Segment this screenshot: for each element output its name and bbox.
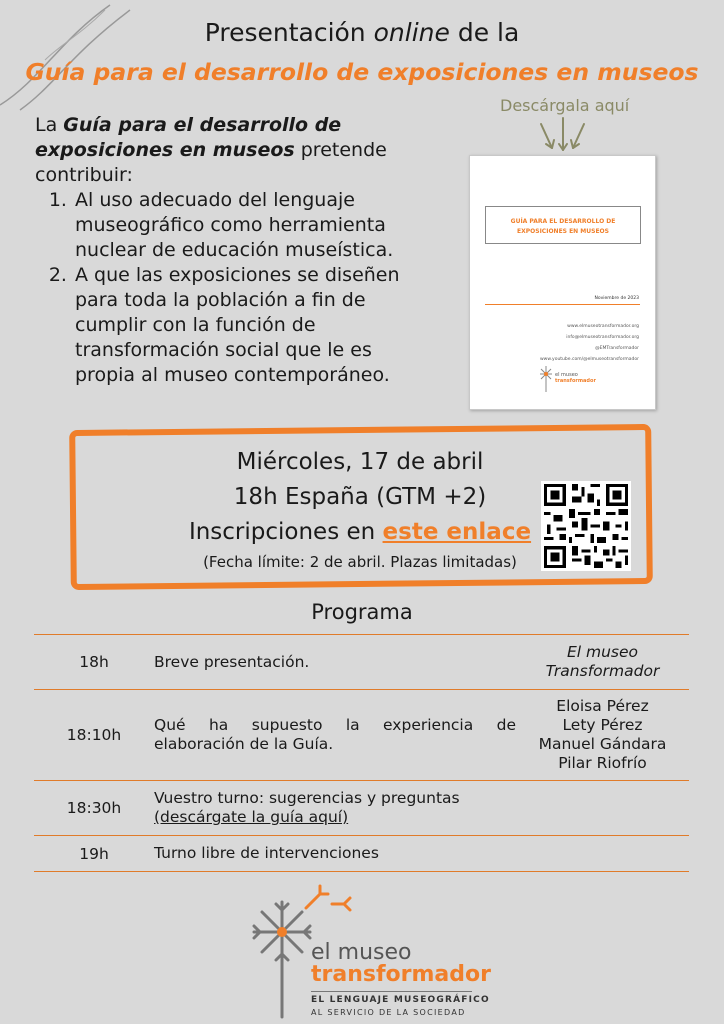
table-row: [34, 780, 689, 835]
event-date: Miércoles, 17 de abril: [236, 449, 484, 475]
goal-item: 1. Al uso adecuado del lenguaje museográfico como herramienta nuclear de educación museística.: [73, 188, 435, 263]
row-time: 19h: [79, 844, 109, 863]
row-description: Turno libre de intervenciones: [154, 844, 379, 862]
page-title: Presentación online de la: [204, 18, 520, 47]
event-deadline-note: (Fecha límite: 2 de abril. Plazas limitadas): [203, 553, 517, 571]
down-arrows-icon: [538, 116, 588, 156]
document-title-box: GUÍA PARA EL DESARROLLO DE EXPOSICIONES EN MUSEOS: [485, 206, 641, 244]
guide-document-thumbnail[interactable]: [469, 155, 656, 410]
event-registration: Inscripciones en este enlace: [188, 519, 532, 545]
document-logo-icon: [538, 364, 596, 394]
download-guide-link[interactable]: (descárgate la guía aquí): [154, 808, 349, 826]
table-row: [34, 634, 689, 689]
svg-text:transformador: transformador: [555, 378, 596, 384]
download-hint: Descárgala aquí: [500, 96, 630, 115]
program-title: Programa: [311, 600, 413, 624]
row-description: Vuestro turno: sugerencias y preguntas (descárgate la guía aquí): [154, 789, 460, 826]
logo-tagline-1: EL LENGUAJE MUSEOGRÁFICO: [311, 995, 490, 1005]
intro-guide-name: Guía para el desarrollo de exposiciones en museos: [35, 114, 342, 161]
row-speaker: Eloisa Pérez Lety Pérez Manuel Gándara Pilar Riofrío: [538, 697, 667, 772]
event-time: 18h España (GTM +2): [233, 484, 487, 510]
logo-tagline-2: AL SERVICIO DE LA SOCIEDAD: [311, 1008, 466, 1017]
table-row: [34, 835, 689, 872]
row-description: Qué ha supuesto la experiencia de elaboración de la Guía.: [154, 716, 516, 753]
logo-divider: [311, 991, 472, 992]
program-table: [34, 634, 689, 872]
goal-item: 2. A que las exposiciones se diseñen para toda la población a fin de cumplir con la función de transformación social que le es propia al museo contemporáneo.: [73, 263, 435, 388]
logo-name-line1: el museo: [311, 940, 412, 965]
row-time: 18:10h: [66, 726, 122, 744]
table-row: [34, 689, 689, 780]
intro-text: La Guía para el desarrollo de exposiciones en museos pretende contribuir: 1. Al uso adecuado del lenguaje museográfico como herramienta nuclear de educación museística. 2. A que las exposiciones se diseñen para toda la población a fin de cumplir con la función de transformación social que le es propia al museo contemporáneo.: [35, 113, 435, 388]
guide-title: Guía para el desarrollo de exposiciones en museos: [25, 58, 699, 86]
row-time: 18h: [79, 653, 109, 671]
document-divider: [485, 304, 640, 305]
row-time: 18:30h: [66, 799, 122, 817]
row-speaker: El museo Transformador: [545, 643, 660, 680]
registration-link[interactable]: este enlace: [382, 519, 532, 545]
qr-code-icon[interactable]: [541, 481, 631, 571]
document-contacts: www.elmuseotransformador.org info@elmuseotransformador.org @EMTransformador www.youtube.com/@elmuseotransformador: [539, 324, 639, 362]
document-date: Noviembre de 2023: [594, 296, 639, 301]
goals-list: [35, 188, 435, 388]
svg-text:el museo: el museo: [555, 372, 578, 378]
logo-name-line2: transformador: [311, 962, 491, 987]
row-description: Breve presentación.: [154, 652, 310, 671]
